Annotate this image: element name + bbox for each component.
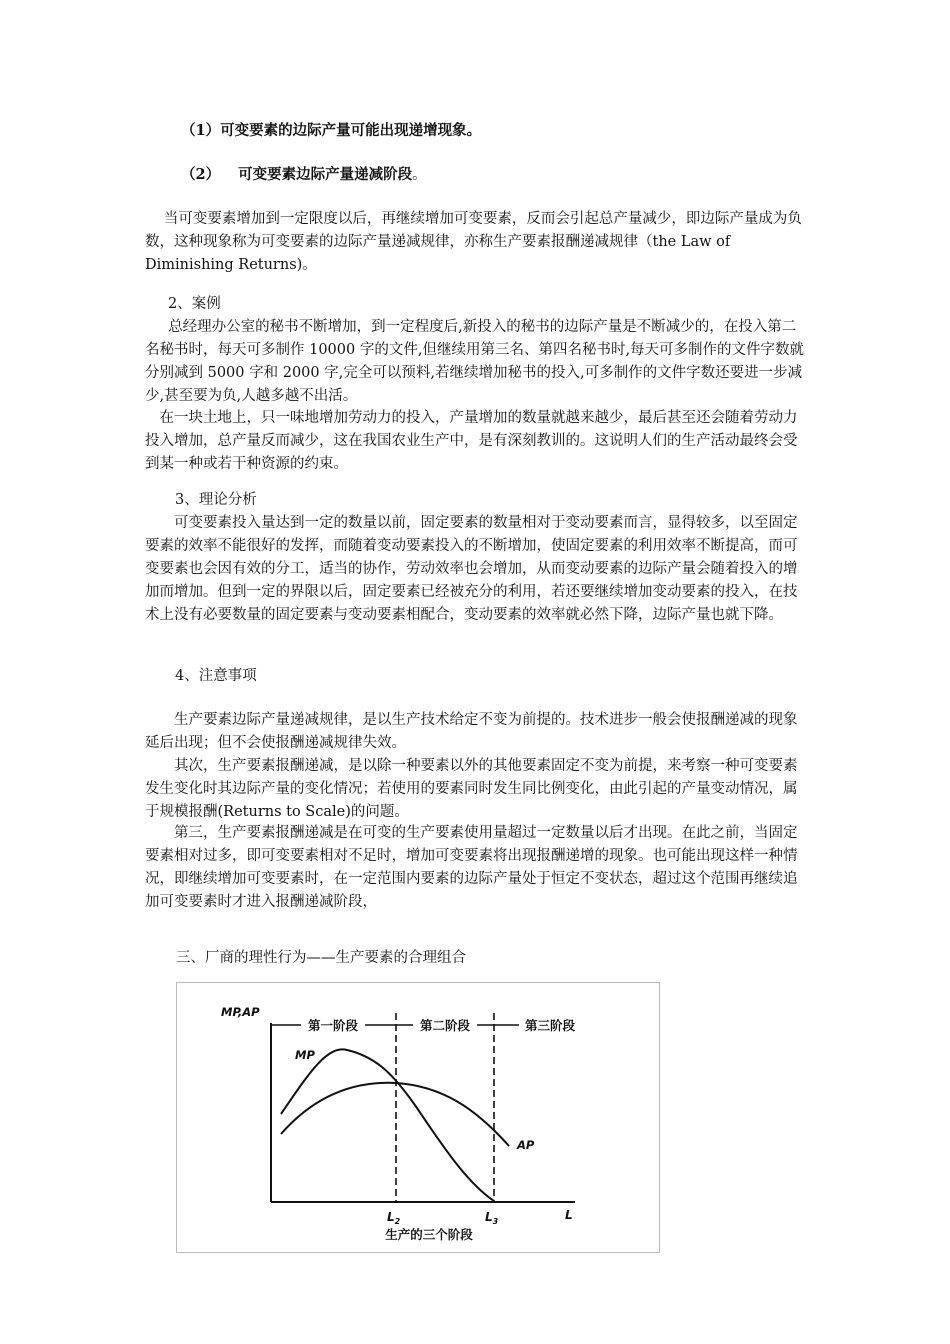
item-2-heading <box>181 163 781 187</box>
item-2-number: （2） <box>181 166 221 183</box>
l3-label: $L_3$ <box>485 1210 499 1226</box>
item-2-end: 。 <box>412 167 427 183</box>
definition-paragraph: 当可变要素增加到一定限度以后，再继续增加可变要素，反而会引起总产量减少，即边际产量成为负数，这种现象称为可变要素的边际产量递减规律，亦称生产要素报酬递减规律（the Law of Diminishing Returns)。 <box>145 211 802 273</box>
mp-label: MP <box>295 1048 315 1062</box>
stage-3-label: 第三阶段 <box>524 1018 576 1033</box>
case-paragraph-2: 在一块土地上，只一味地增加劳动力的投入，产量增加的数量就越来越少，最后甚至还会随着劳动力投入增加，总产量反而减少，这在我国农业生产中，是有深刻教训的。这说明人们的生产活动最终会受到某一种或若干种资源的约束。 <box>145 410 798 472</box>
y-axis-label: MP,AP <box>221 1005 260 1019</box>
production-stages-figure <box>176 982 660 1253</box>
section-5-title: 三、厂商的理性行为——生产要素的合理组合 <box>176 950 466 966</box>
mp-curve <box>281 1049 494 1201</box>
x-axis-label: L <box>565 1208 573 1222</box>
ap-curve <box>281 1083 509 1146</box>
section-2-title: 2、案例 <box>168 296 221 312</box>
production-stages-diagram <box>177 983 659 1252</box>
notes-paragraph-2: 其次，生产要素报酬递减，是以除一种要素以外的其他要素固定不变为前提，来考察一种可变要素发生变化时其边际产量的变化情况；若使用的要素同时发生同比例变化，由此引起的产量变动情况，属于规模报酬(Returns to Scale)的问题。 <box>145 758 798 820</box>
notes-paragraph-1: 生产要素边际产量递减规律，是以生产技术给定不变为前提的。技术进步一般会使报酬递减的现象延后出现；但不会使报酬递减规律失效。 <box>145 712 798 751</box>
theory-paragraph: 可变要素投入量达到一定的数量以前，固定要素的数量相对于变动要素而言，显得较多，以至固定要素的效率不能很好的发挥，而随着变动要素投入的不断增加，使固定要素的利用效率不断提高，而可变要素也会因有效的分工，适当的协作，劳动效率也会增加，从而变动要素的边际产量会随着投入的增加而增加。但到一定的界限以后，固定要素已经被充分的利用，若还要继续增加变动要素的投入，在技术上没有必要数量的固定要素与变动要素相配合，变动要素的效率就必然下降，边际产量也就下降。 <box>145 515 798 623</box>
case-paragraph-1: 总经理办公室的秘书不断增加，到一定程度后,新投入的秘书的边际产量是不断减少的，在投入第二名秘书时，每天可多制作 10000 字的文件,但继续用第三名、第四名秘书时,每天可多制作的文件字数就分别减到 5000 字和 2000 字,完全可以预料,若继续增加秘书的投入,可多制作的文件字数还要进一步减少,甚至要为负,人越多越不出活。 <box>145 319 805 404</box>
section-3-title: 3、理论分析 <box>175 492 257 508</box>
section-4-title: 4、注意事项 <box>175 668 257 684</box>
item-2-text: 可变要素边际产量递减阶段 <box>238 166 413 183</box>
stage-1-label: 第一阶段 <box>307 1018 359 1033</box>
figure-caption: 生产的三个阶段 <box>385 1227 473 1242</box>
ap-label: AP <box>517 1138 535 1152</box>
notes-paragraph-3: 第三，生产要素报酬递减是在可变的生产要素使用量超过一定数量以后才出现。在此之前，当固定要素相对过多，即可变要素相对不足时，增加可变要素将出现报酬递增的现象。也可能出现这样一种情况，即继续增加可变要素时，在一定范围内要素的边际产量处于恒定不变状态，超过这个范围再继续追加可变要素时才进入报酬递减阶段， <box>145 825 798 910</box>
l2-label: $L_2$ <box>387 1210 401 1226</box>
item-1-heading: （1）可变要素的边际产量可能出现递增现象。 <box>181 122 482 139</box>
stage-2-label: 第二阶段 <box>419 1018 471 1033</box>
